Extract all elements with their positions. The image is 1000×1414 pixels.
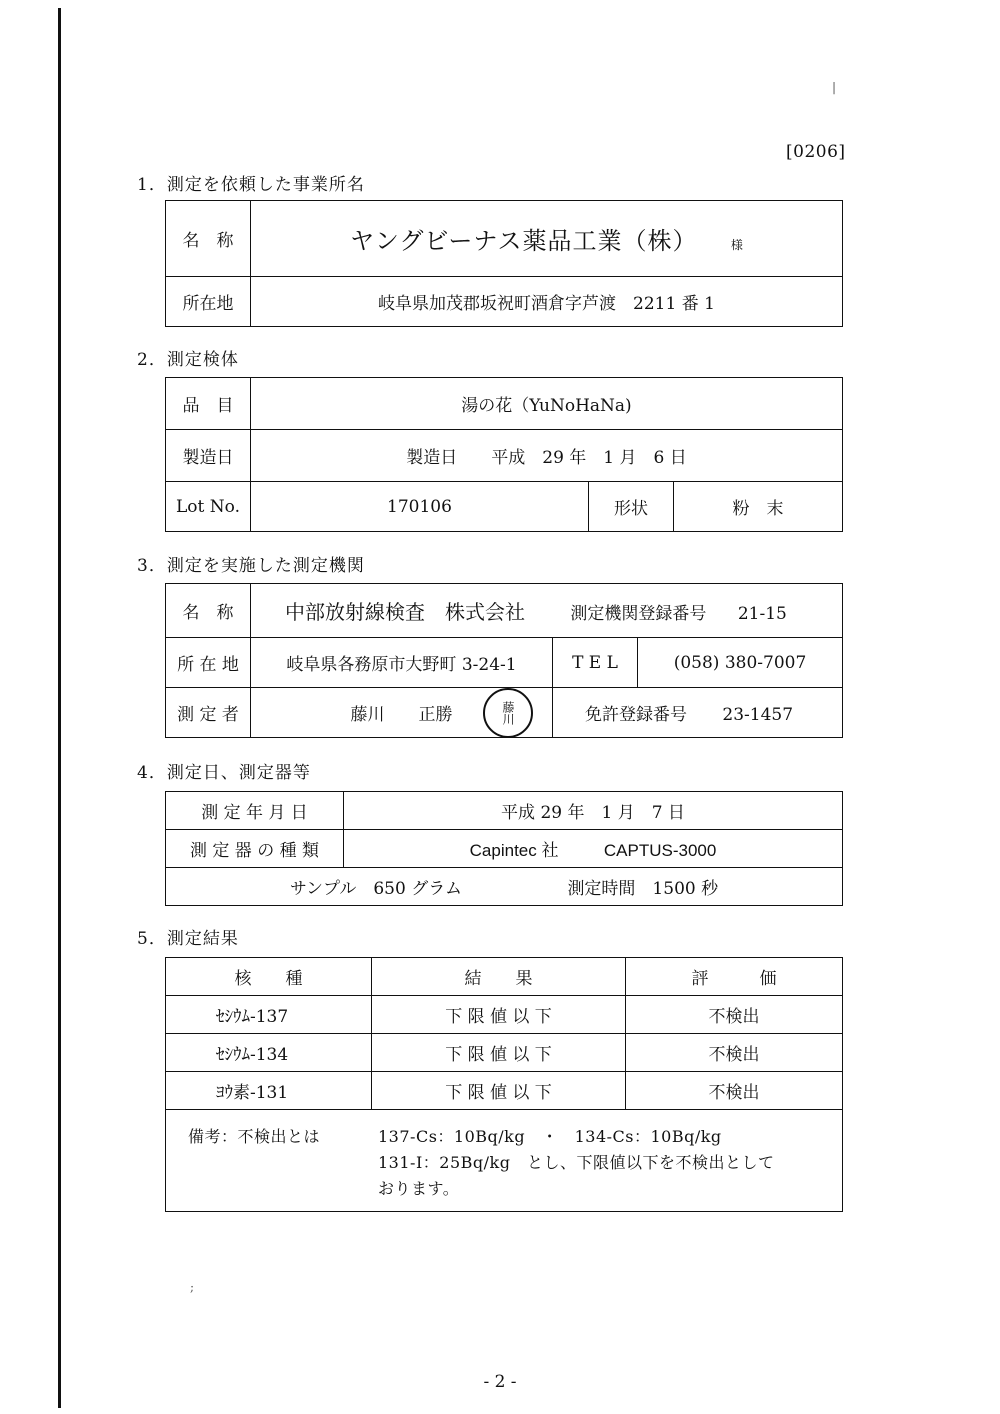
sample-table: [165, 377, 843, 532]
sample-amount: サンプル 650 グラム: [289, 879, 463, 899]
evaluation-cell: 不検出: [626, 1072, 843, 1110]
registration-number: 21-15: [737, 604, 787, 624]
lab-address-label: 所 在 地: [166, 638, 251, 688]
result-cell: 下 限 値 以 下: [372, 1034, 626, 1072]
section-5-title: 5．測定結果: [137, 929, 239, 949]
form-value: 粉 末: [674, 482, 843, 532]
client-name-label: 名 称: [166, 201, 251, 277]
sample-time-cell: [166, 868, 843, 906]
client-name: ヤングビーナス薬品工業（株）: [350, 227, 698, 255]
note-line-2: 131-Ⅰ：25Bq/kg とし、下限値以下を不検出として: [378, 1153, 775, 1172]
scan-mark: ;: [190, 1280, 195, 1294]
section-4-title: 4．測定日、測定器等: [137, 763, 311, 783]
device-maker: Capintec 社: [469, 841, 559, 860]
result-cell: 下 限 値 以 下: [372, 1072, 626, 1110]
device-label: 測 定 器 の 種 類: [166, 830, 344, 868]
client-address-label: 所在地: [166, 277, 251, 327]
lab-address: 岐阜県各務原市大野町 3-24-1: [251, 638, 553, 688]
result-cell: 下 限 値 以 下: [372, 996, 626, 1034]
nuclide-cell: ﾖｳ素-131: [166, 1072, 372, 1110]
license-label: 免許登録番号: [585, 705, 687, 725]
evaluation-cell: 不検出: [626, 1034, 843, 1072]
table-row: [166, 996, 843, 1034]
document-code: [0206]: [786, 142, 846, 162]
note-label: 備考：不検出とは: [188, 1127, 321, 1146]
item-value: 湯の花（YuNoHaNa): [251, 378, 843, 430]
lab-name: 中部放射線検査 株式会社: [285, 600, 525, 624]
manufacture-date-value: 製造日 平成 29 年 1 月 6 日: [251, 430, 843, 482]
client-table: [165, 200, 843, 327]
measurement-date-label: 測 定 年 月 日: [166, 792, 344, 830]
nuclide-cell: ｾｼｳﾑ-137: [166, 996, 372, 1034]
note-line-3: おります。: [378, 1179, 460, 1198]
section-2-title: 2．測定検体: [137, 350, 239, 370]
results-table: [165, 957, 843, 1212]
lot-label: Lot No.: [166, 482, 251, 532]
lab-name-label: 名 称: [166, 584, 251, 638]
notes-cell: [166, 1110, 843, 1212]
measurement-table: [165, 791, 843, 906]
nuclide-cell: ｾｼｳﾑ-134: [166, 1034, 372, 1072]
lot-value: 170106: [251, 482, 589, 532]
registration-label: 測定機関登録番号: [570, 604, 707, 624]
measurer-name: 藤川 正勝: [251, 688, 553, 738]
client-address: 岐阜県加茂郡坂祝町酒倉字芦渡 2211 番 1: [251, 277, 843, 327]
license-number: 23-1457: [722, 705, 794, 725]
device-cell: [344, 830, 843, 868]
honorific: 様: [730, 238, 743, 252]
personal-seal-stamp: 藤川: [483, 688, 533, 738]
form-label: 形状: [589, 482, 674, 532]
table-row: [166, 1072, 843, 1110]
scan-mark: |: [832, 80, 837, 94]
note-line-1: 137-Cs：10Bq/kg ・ 134-Cs：10Bq/kg: [378, 1127, 722, 1146]
measurer-label: 測 定 者: [166, 688, 251, 738]
manufacture-date-label: 製造日: [166, 430, 251, 482]
header-result: 結 果: [372, 958, 626, 996]
item-label: 品 目: [166, 378, 251, 430]
section-3-title: 3．測定を実施した測定機関: [137, 556, 365, 576]
section-1-title: 1．測定を依頼した事業所名: [137, 175, 365, 195]
license-cell: [553, 688, 843, 738]
client-name-cell: [251, 201, 843, 277]
header-nuclide: 核 種: [166, 958, 372, 996]
binder-edge-line: [58, 8, 61, 1408]
lab-name-row: [251, 584, 843, 638]
page-number: - 2 -: [483, 1372, 517, 1392]
evaluation-cell: 不検出: [626, 996, 843, 1034]
tel-label: T E L: [553, 638, 638, 688]
header-evaluation: 評 価: [626, 958, 843, 996]
tel-value: (058) 380-7007: [638, 638, 843, 688]
device-model: CAPTUS-3000: [603, 841, 717, 860]
table-row: [166, 1034, 843, 1072]
measurement-date: 平成 29 年 1 月 7 日: [344, 792, 843, 830]
measurement-time: 測定時間 1500 秒: [567, 879, 719, 899]
